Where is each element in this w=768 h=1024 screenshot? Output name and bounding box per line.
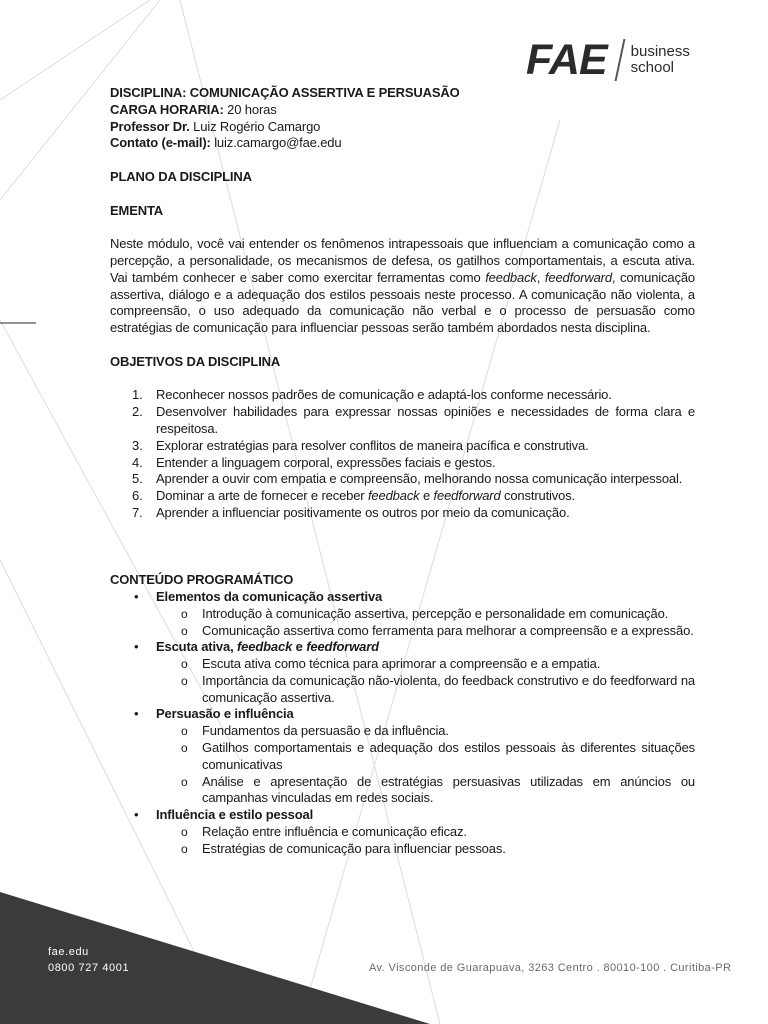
footer-site: fae.edu	[48, 946, 89, 958]
contato-label: Contato (e-mail):	[110, 135, 211, 151]
subtopic-item	[156, 841, 695, 858]
list-item	[110, 387, 695, 404]
subtopic-item	[156, 740, 695, 774]
list-item	[110, 471, 695, 488]
item-number: 6.	[132, 488, 143, 504]
subtopic-text: Fundamentos da persuasão e da influência.	[202, 723, 449, 739]
subtopic-text: Relação entre influência e comunicação eficaz.	[202, 824, 467, 840]
professor-label: Professor Dr.	[110, 118, 190, 134]
subtopic-text: Gatilhos comportamentais e adequação dos estilos pessoais às diferentes situações comunicativas	[202, 740, 695, 772]
topic-item	[110, 589, 695, 639]
circle-bullet-icon: o	[181, 774, 188, 789]
logo-line-2: school	[630, 59, 674, 76]
item-number: 2.	[132, 404, 143, 420]
item-text: Desenvolver habilidades para expressar nossas opiniões e necessidades de forma clara e respeitosa.	[156, 404, 695, 436]
subtopic-item	[156, 673, 695, 707]
conteudo-title: CONTEÚDO PROGRAMÁTICO	[110, 572, 294, 588]
bullet-icon: •	[134, 588, 139, 604]
circle-bullet-icon: o	[181, 623, 188, 638]
plano-title: PLANO DA DISCIPLINA	[110, 168, 252, 184]
item-text: Dominar a arte de fornecer e receber	[156, 488, 368, 504]
logo-mark: FAE	[526, 36, 607, 84]
circle-bullet-icon: o	[181, 724, 188, 739]
item-em: feedforward	[433, 488, 501, 504]
objetivos-title: OBJETIVOS DA DISCIPLINA	[110, 353, 281, 369]
item-text: Entender a linguagem corporal, expressões faciais e gestos.	[156, 454, 496, 470]
list-item	[110, 438, 695, 455]
ementa-em-feedforward: feedforward	[544, 269, 612, 285]
topic-title	[156, 639, 379, 654]
contato-line	[110, 135, 695, 152]
topic-title-em: feedforward	[306, 639, 379, 655]
subtopic-text: Comunicação assertiva como ferramenta para melhorar a compreensão e a expressão.	[202, 622, 694, 638]
ementa-part-2: ,	[536, 269, 545, 285]
circle-bullet-icon: o	[181, 673, 188, 688]
logo-line-1: business	[630, 43, 690, 60]
subtopic-text: Introdução à comunicação assertiva, percepção e personalidade em comunicação.	[202, 605, 669, 621]
logo-divider	[614, 39, 625, 81]
subtopic-item	[156, 656, 695, 673]
ementa-em-feedback: feedback	[485, 269, 537, 285]
subtopic-text: Análise e apresentação de estratégias persuasivas utilizadas em anúncios ou campanhas vinculadas em redes sociais.	[202, 773, 695, 806]
bullet-icon: •	[134, 706, 139, 722]
circle-bullet-icon: o	[181, 657, 188, 672]
item-text: Reconhecer nossos padrões de comunicação e adaptá-los conforme necessário.	[156, 387, 612, 403]
topic-item	[110, 639, 695, 706]
carga-label: CARGA HORARIA:	[110, 101, 224, 117]
item-number: 4.	[132, 454, 143, 470]
subtopic-text: Escuta ativa como técnica para aprimorar a compreensão e a empatia.	[202, 656, 601, 672]
subtopic-item	[156, 623, 695, 640]
topic-item	[110, 807, 695, 857]
subtopic-list	[156, 723, 695, 807]
item-number: 7.	[132, 504, 143, 520]
bullet-icon: •	[134, 639, 139, 655]
subtopic-list	[156, 606, 695, 640]
list-item	[110, 505, 695, 522]
professor-line	[110, 119, 695, 136]
carga-line	[110, 102, 695, 119]
item-em: feedback	[367, 488, 420, 504]
ementa-part-3: , comunicação assertiva, diálogo e a adequação dos estilos pessoais neste processo. A comunicação não violenta, a compreensão, o uso adequado da comunicação não verbal e o processo de persuasão como estratégias de comunicação para influenciar pessoas serão também abordados nesta disciplina.	[110, 269, 695, 336]
circle-bullet-icon: o	[181, 825, 188, 840]
item-text: Aprender a ouvir com empatia e compreensão, melhorando nossa comunicação interpessoal.	[156, 471, 683, 487]
circle-bullet-icon: o	[181, 606, 188, 621]
topic-title: Influência e estilo pessoal	[156, 807, 314, 823]
subtopic-item	[156, 824, 695, 841]
disciplina-line: DISCIPLINA: COMUNICAÇÃO ASSERTIVA E PERSUASÃO	[110, 85, 460, 100]
topic-title: Persuasão e influência	[156, 706, 294, 722]
footer-address: Av. Visconde de Guarapuava, 3263 Centro . 80010-100 . Curitiba-PR	[369, 962, 732, 974]
topic-item	[110, 706, 695, 807]
subtopic-item	[156, 606, 695, 623]
document-body	[110, 85, 695, 858]
item-number: 1.	[132, 387, 143, 403]
topic-title-em: feedback	[237, 639, 293, 655]
item-text: construtivos.	[500, 488, 576, 504]
topic-title-part: e	[292, 639, 307, 655]
topic-title: Elementos da comunicação assertiva	[156, 588, 383, 604]
subtopic-item	[156, 774, 695, 808]
conteudo-list	[110, 589, 695, 858]
bullet-icon: •	[134, 807, 139, 823]
objetivos-list	[110, 387, 695, 521]
footer-phone: 0800 727 4001	[48, 962, 130, 974]
carga-value: 20 horas	[223, 101, 277, 117]
subtopic-item	[156, 723, 695, 740]
subtopic-text: Importância da comunicação não-violenta, do feedback construtivo e do feedforward na comunicação assertiva.	[202, 672, 695, 705]
topic-title-part: Escuta ativa,	[156, 639, 237, 655]
list-item	[110, 404, 695, 438]
item-text: Aprender a influenciar positivamente os outros por meio da comunicação.	[156, 504, 570, 520]
subtopic-list	[156, 656, 695, 706]
footer-band	[0, 892, 430, 1024]
ementa-title: EMENTA	[110, 202, 164, 218]
subtopic-text: Estratégias de comunicação para influenciar pessoas.	[202, 840, 506, 856]
circle-bullet-icon: o	[181, 741, 188, 756]
logo-text	[631, 44, 690, 76]
ementa-part-1: Neste módulo, você vai entender os fenômenos intrapessoais que influenciam a comunicação como a percepção, a personalidade, os mecanismos de defesa, os gatilhos comportamentais, a escuta ativa. Vai também conhecer e saber como exercitar ferramentas como	[110, 236, 695, 285]
circle-bullet-icon: o	[181, 841, 188, 856]
item-text: e	[419, 488, 434, 504]
list-item	[110, 488, 695, 505]
list-item	[110, 455, 695, 472]
subtopic-list	[156, 824, 695, 858]
contato-value: luiz.camargo@fae.edu	[210, 135, 342, 151]
fae-logo	[526, 38, 690, 82]
professor-value: Luiz Rogério Camargo	[189, 118, 321, 134]
item-text: Explorar estratégias para resolver conflitos de maneira pacífica e construtiva.	[156, 437, 589, 453]
item-number: 3.	[132, 437, 143, 453]
item-number: 5.	[132, 471, 143, 487]
ementa-text	[110, 236, 695, 337]
